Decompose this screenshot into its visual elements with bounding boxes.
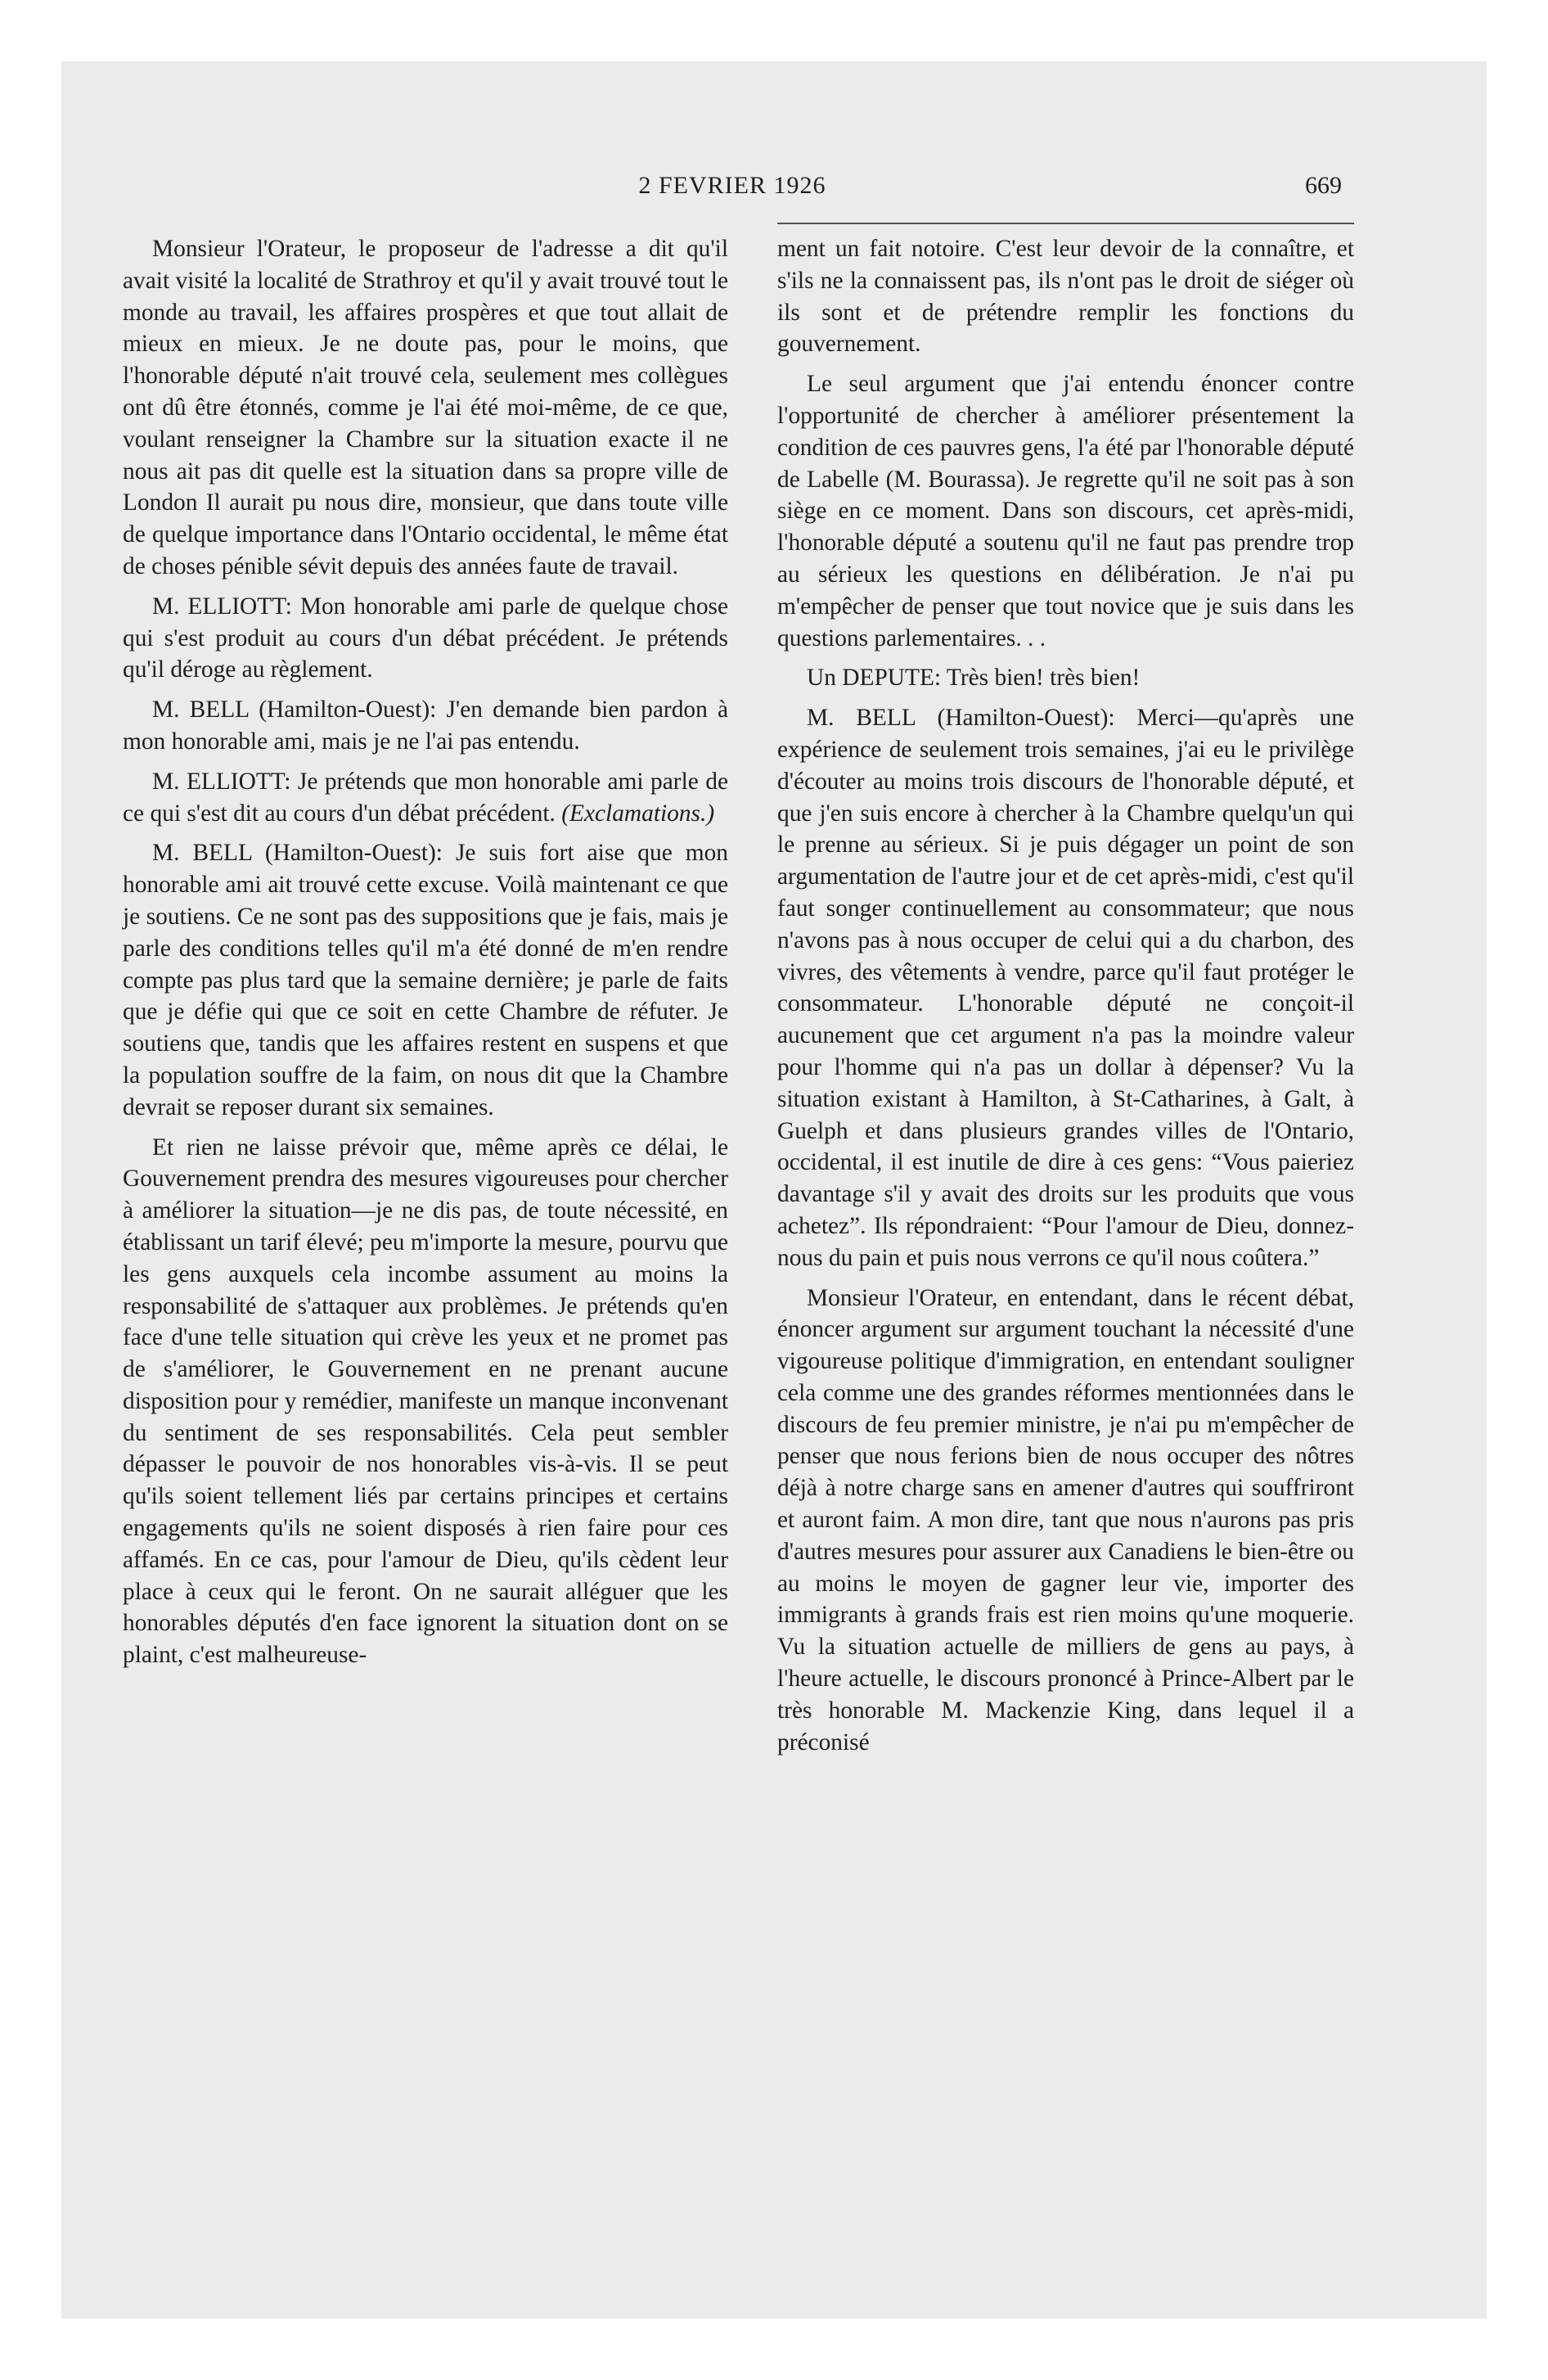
paragraph: M. ELLIOTT: Mon honorable ami parle de quelque chose qui s'est produit au cours d'un débat précédent. Je prétends qu'il déroge au règlement.: [123, 593, 728, 683]
left-column: [123, 233, 728, 1679]
paragraph: Et rien ne laisse prévoir que, même après ce délai, le Gouvernement prendra des mesures vigoureuses pour chercher à améliorer la situation—je ne dis pas, de toute nécessité, en établissant un tarif élevé; peu m'importe la mesure, pourvu que les gens auxquels cela incombe assument au moins la responsabilité de s'attaquer aux problèmes. Je prétends qu'en face d'une telle situation qui crève les yeux et ne promet pas de s'améliorer, le Gouvernement en ne prenant aucune disposition pour y remédier, manifeste un manque inconvenant du sentiment de ses responsabilités. Cela peut sembler dépasser le pouvoir de nos honorables vis-à-vis. Il se peut qu'ils soient tellement liés par certains principes et certains engagements qu'ils ne soient disposés à rien faire pour ces affamés. En ce cas, pour l'amour de Dieu, qu'ils cèdent leur place à ceux qui le feront. On ne saurait alléguer que les honorables députés d'en face ignorent la situation dont on se plaint, c'est malheureuse-: [123, 1134, 728, 1669]
paragraph: Le seul argument que j'ai entendu énoncer contre l'opportunité de chercher à améliorer présentement la condition de ces pauvres gens, l'a été par l'honorable député de Labelle (M. Bourassa). Je regrette qu'il ne soit pas à son siège en ce moment. Dans son discours, cet après-midi, l'honorable député a soutenu qu'il ne faut pas prendre trop au sérieux les questions en délibération. Je n'ai pu m'empêcher de penser que tout novice que je suis dans les questions parlementaires. . .: [777, 371, 1354, 651]
exclamations-note: (Exclamations.): [561, 800, 715, 827]
paragraph: Monsieur l'Orateur, en entendant, dans le récent débat, énoncer argument sur argument touchant la nécessité d'une vigoureuse politique d'immigration, en entendant souligner cela comme une des grandes réformes mentionnées dans le discours de feu premier ministre, je n'ai pu m'empêcher de penser que nous ferions bien de nous occuper des nôtres déjà à notre charge sans en amener d'autres qui souffriront et auront faim. A mon dire, tant que nous n'aurons pas pris d'autres mesures pour assurer aux Canadiens le bien-être ou au moins le moyen de gagner leur vie, importer des immigrants à grands frais est rien moins qu'une moquerie. Vu la situation actuelle de milliers de gens au pays, à l'heure actuelle, le discours prononcé à Prince-Albert par le très honorable M. Mackenzie King, dans lequel il a préconisé: [777, 1284, 1354, 1756]
page-header: [123, 172, 1342, 208]
paragraph: M. BELL (Hamilton-Ouest): J'en demande bien pardon à mon honorable ami, mais je ne l'ai pas entendu.: [123, 696, 728, 755]
right-column: [777, 233, 1354, 1766]
paragraph: M. BELL (Hamilton-Ouest): Je suis fort aise que mon honorable ami ait trouvé cette excuse. Voilà maintenant ce que je soutiens. Ce ne sont pas des suppositions que je fais, mais je parle des conditions telles qu'il m'a été donné de m'en rendre compte pas plus tard que la semaine dernière; je parle de faits que je défie qui que ce soit en cette Chambre de réfuter. Je soutiens que, tandis que les affaires restent en suspens et que la population souffre de la faim, on nous dit que la Chambre devrait se reposer durant six semaines.: [123, 840, 728, 1120]
paragraph: M. BELL (Hamilton-Ouest): Merci—qu'après une expérience de seulement trois semaines, j'ai eu le privilège d'écouter au moins trois discours de l'honorable député, et que j'en suis encore à chercher à la Chambre quelqu'un qui le prenne au sérieux. Si je puis dégager un point de son argumentation de l'autre jour et de cet après-midi, c'est qu'il faut songer continuellement au consommateur; que nous n'avons pas à nous occuper de celui qui a du charbon, des vivres, des vêtements à vendre, parce qu'il faut protéger le consommateur. L'honorable député ne conçoit-il aucunement que cet argument n'a pas la moindre valeur pour l'homme qui n'a pas un dollar à dépenser? Vu la situation existant à Hamilton, à St-Catharines, à Galt, à Guelph et dans plusieurs grandes villes de l'Ontario, occidental, il est inutile de dire à ces gens: “Vous paieriez davantage s'il y avait des droits sur les produits que vous achetez”. Ils répondraient: “Pour l'amour de Dieu, donnez-nous du pain et puis nous verrons ce qu'il nous coûtera.”: [777, 705, 1354, 1271]
paragraph-text: M. ELLIOTT: Je prétends que mon honorable ami parle de ce qui s'est dit au cours d'un débat précédent.: [123, 768, 728, 827]
column-rule: [777, 223, 1354, 224]
paragraph: Monsieur l'Orateur, le proposeur de l'adresse a dit qu'il avait visité la localité de Strathroy et qu'il y avait trouvé tout le monde au travail, les affaires prospères et que tout allait de mieux en mieux. Je ne doute pas, pour le moins, que l'honorable député n'ait trouvé cela, seulement mes collègues ont dû être étonnés, comme je l'ai été moi-même, de ce que, voulant renseigner la Chambre sur la situation exacte il ne nous ait pas dit quelle est la situation dans sa propre ville de London Il aurait pu nous dire, monsieur, que dans toute ville de quelque importance dans l'Ontario occidental, le même état de choses pénible sévit depuis des années faute de travail.: [123, 236, 728, 579]
header-date: 2 FEVRIER 1926: [638, 172, 826, 199]
paragraph: [123, 766, 728, 830]
paragraph: Un DEPUTE: Très bien! très bien!: [807, 665, 1141, 692]
page-number: 669: [1305, 172, 1342, 199]
paragraph: ment un fait notoire. C'est leur devoir de la connaître, et s'ils ne la connaissent pas, ils n'ont pas le droit de siéger où ils sont et de prétendre remplir les fonctions du gouvernement.: [777, 236, 1354, 358]
